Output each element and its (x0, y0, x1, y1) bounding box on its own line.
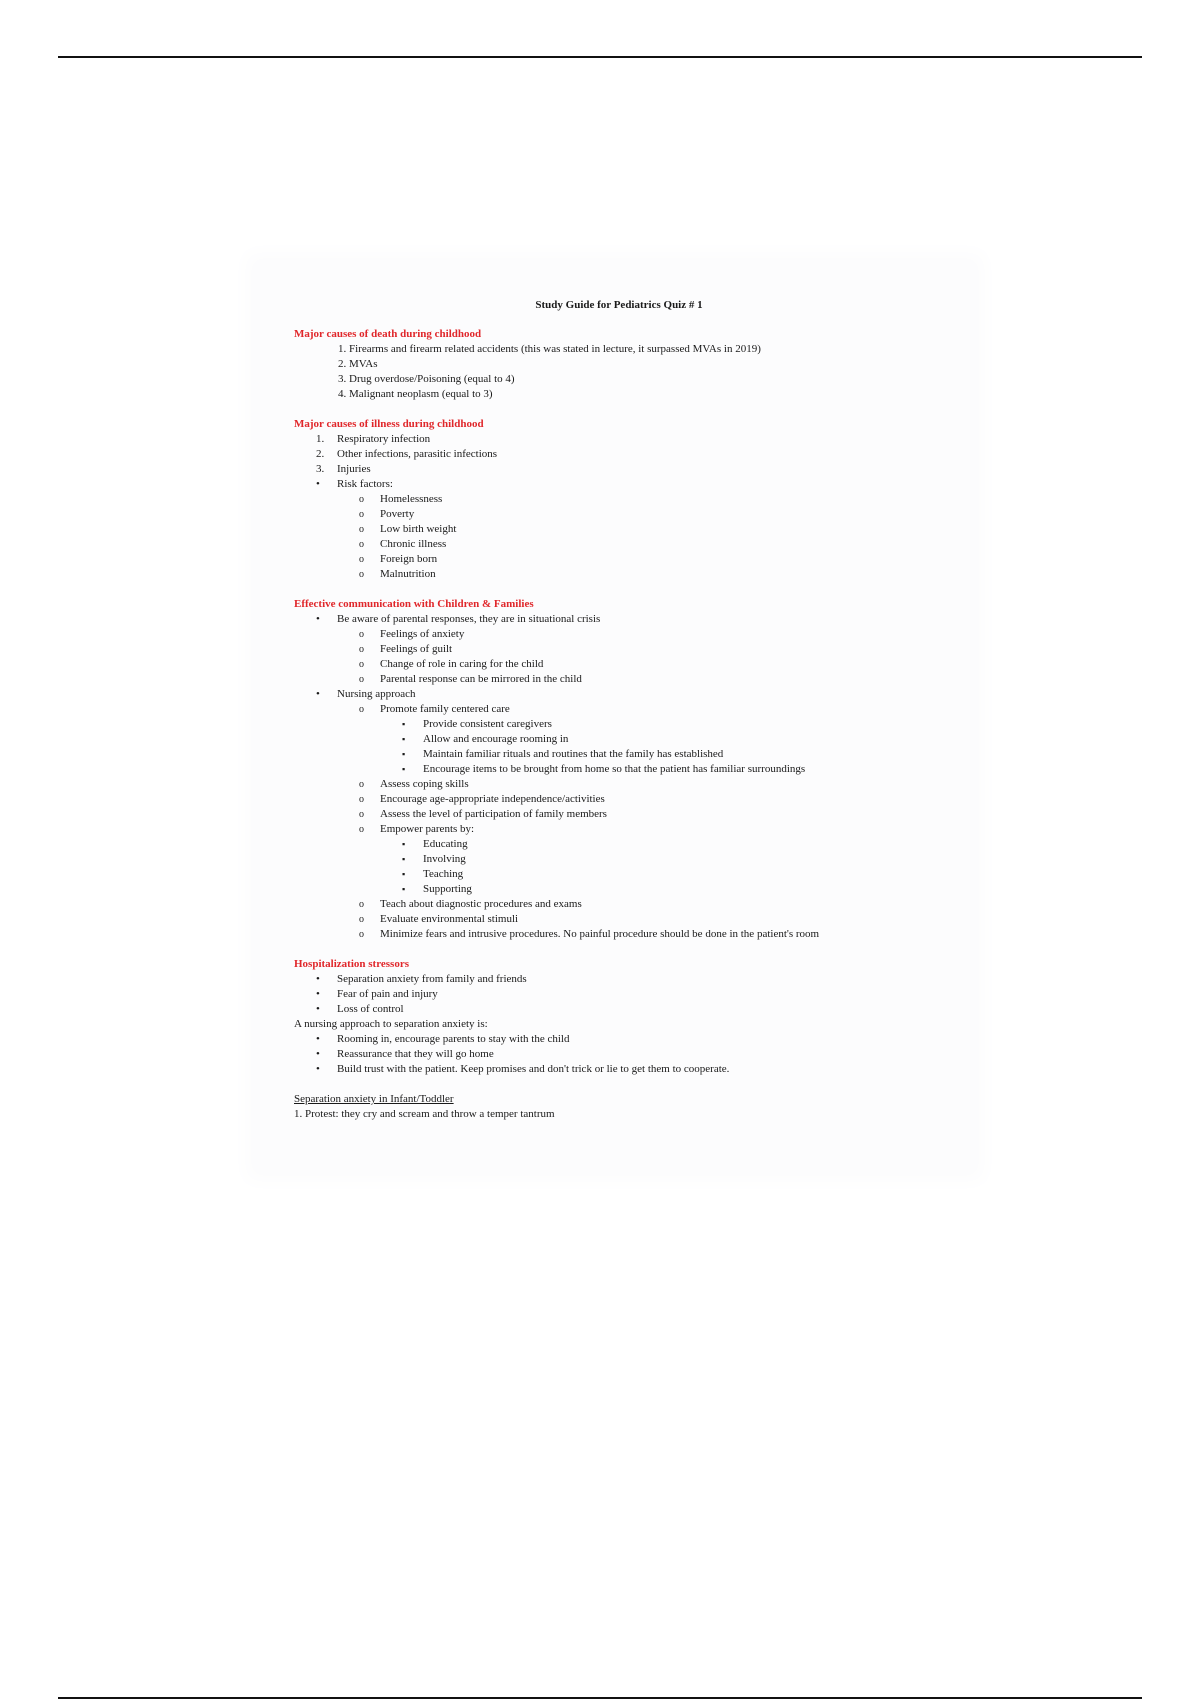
list-item (380, 837, 954, 852)
item-text: Encourage age-appropriate independence/activities (380, 793, 605, 805)
list-item (294, 462, 954, 477)
list-item (294, 357, 954, 372)
item-text: Teaching (423, 868, 464, 880)
item-text: Drug overdose/Poisoning (equal to 4) (349, 373, 515, 385)
item-text: Foreign born (380, 553, 438, 565)
item-text: Teach about diagnostic procedures and exams (380, 898, 582, 910)
separation-title: Separation anxiety in Infant/Toddler (294, 1093, 454, 1105)
list-item (294, 1002, 954, 1017)
item-text: Build trust with the patient. Keep promises and don't trick or lie to get them to cooperate. (337, 1063, 730, 1075)
aware-list (337, 627, 954, 687)
communication-section (294, 597, 954, 942)
circle-bullet-icon: o (359, 569, 364, 580)
list-item (337, 897, 954, 912)
circle-bullet-icon: o (359, 509, 364, 520)
header-rule (58, 56, 1142, 58)
stressors-section (294, 957, 954, 1077)
list-item (380, 717, 954, 732)
item-number: 1. (338, 343, 347, 355)
bullet-icon: • (316, 1063, 320, 1075)
item-text: Fear of pain and injury (337, 988, 438, 1000)
list-item (380, 762, 954, 777)
list-item (337, 507, 954, 522)
nursing-approach-list (337, 702, 954, 942)
list-item (337, 927, 954, 942)
list-item (337, 792, 954, 807)
risk-factor-list (337, 492, 954, 582)
list-item (337, 702, 954, 777)
illness-section (294, 417, 954, 582)
stressors-heading: Hospitalization stressors (294, 958, 409, 970)
square-bullet-icon: ▪ (402, 749, 406, 759)
circle-bullet-icon: o (359, 539, 364, 550)
list-item (337, 627, 954, 642)
list-item (380, 882, 954, 897)
list-item (380, 867, 954, 882)
list-item (380, 852, 954, 867)
item-text: Nursing approach (337, 688, 416, 700)
list-item (337, 777, 954, 792)
list-item (380, 747, 954, 762)
circle-bullet-icon: o (359, 629, 364, 640)
list-item (294, 1047, 954, 1062)
death-list (294, 342, 954, 402)
item-text: Be aware of parental responses, they are in situational crisis (337, 613, 601, 625)
list-item (337, 522, 954, 537)
circle-bullet-icon: o (359, 824, 364, 835)
circle-bullet-icon: o (359, 899, 364, 910)
illness-heading: Major causes of illness during childhood (294, 418, 484, 430)
list-item (294, 1032, 954, 1047)
list-item (294, 387, 954, 402)
item-text: Poverty (380, 508, 415, 520)
bullet-icon: • (316, 1003, 320, 1015)
page-title: Study Guide for Pediatrics Quiz # 1 (535, 299, 703, 311)
list-item (294, 342, 954, 357)
list-item (294, 1062, 954, 1077)
item-text: Injuries (337, 463, 371, 475)
square-bullet-icon: ▪ (402, 839, 406, 849)
item-text: Assess the level of participation of family members (380, 808, 607, 820)
list-item (294, 432, 954, 447)
item-text: MVAs (349, 358, 378, 370)
protest-line: 1. Protest: they cry and scream and throw a temper tantrum (294, 1108, 555, 1120)
approach-list (294, 1032, 954, 1077)
circle-bullet-icon: o (359, 524, 364, 535)
list-item (294, 987, 954, 1002)
circle-bullet-icon: o (359, 644, 364, 655)
approach-label: A nursing approach to separation anxiety is: (294, 1018, 488, 1030)
item-text: Respiratory infection (337, 433, 431, 445)
circle-bullet-icon: o (359, 794, 364, 805)
empower-list (380, 837, 954, 897)
square-bullet-icon: ▪ (402, 884, 406, 894)
illness-list (294, 432, 954, 582)
bullet-icon: • (316, 1048, 320, 1060)
list-item (294, 372, 954, 387)
list-item (337, 912, 954, 927)
circle-bullet-icon: o (359, 494, 364, 505)
circle-bullet-icon: o (359, 809, 364, 820)
list-item (337, 672, 954, 687)
item-text: Homelessness (380, 493, 443, 505)
item-number: 2. (316, 448, 325, 460)
item-text: Allow and encourage rooming in (423, 733, 569, 745)
list-item (294, 477, 954, 582)
item-text: Low birth weight (380, 523, 457, 535)
item-text: Provide consistent caregivers (423, 718, 552, 730)
item-text: Involving (423, 853, 466, 865)
item-text: Minimize fears and intrusive procedures. No painful procedure should be done in the patient's room (380, 928, 820, 940)
circle-bullet-icon: o (359, 554, 364, 565)
family-care-list (380, 717, 954, 777)
item-text: Supporting (423, 883, 472, 895)
circle-bullet-icon: o (359, 929, 364, 940)
list-item (294, 612, 954, 687)
item-text: Loss of control (337, 1003, 404, 1015)
circle-bullet-icon: o (359, 704, 364, 715)
square-bullet-icon: ▪ (402, 764, 406, 774)
item-text: Educating (423, 838, 468, 850)
death-section (294, 327, 954, 402)
item-text: Firearms and firearm related accidents (this was stated in lecture, it surpassed MVAs in 2019) (349, 343, 761, 355)
list-item (337, 807, 954, 822)
item-text: Maintain familiar rituals and routines that the family has established (423, 748, 724, 760)
item-text: Feelings of anxiety (380, 628, 465, 640)
communication-list (294, 612, 954, 942)
item-text: Parental response can be mirrored in the child (380, 673, 582, 685)
death-heading: Major causes of death during childhood (294, 328, 482, 340)
item-number: 2. (338, 358, 347, 370)
item-text: Evaluate environmental stimuli (380, 913, 519, 925)
item-text: Empower parents by: (380, 823, 475, 835)
square-bullet-icon: ▪ (402, 734, 406, 744)
list-item (337, 537, 954, 552)
bullet-icon: • (316, 988, 320, 1000)
list-item (337, 567, 954, 582)
square-bullet-icon: ▪ (402, 854, 406, 864)
bullet-icon: • (316, 613, 320, 625)
item-number: 1. (316, 433, 325, 445)
item-text: Change of role in caring for the child (380, 658, 544, 670)
square-bullet-icon: ▪ (402, 869, 406, 879)
list-item (337, 657, 954, 672)
item-text: Separation anxiety from family and friends (337, 973, 527, 985)
communication-heading: Effective communication with Children & Families (294, 598, 534, 610)
item-text: Encourage items to be brought from home so that the patient has familiar surroundings (423, 763, 806, 775)
square-bullet-icon: ▪ (402, 719, 406, 729)
list-item (337, 822, 954, 897)
circle-bullet-icon: o (359, 674, 364, 685)
item-text: Promote family centered care (380, 703, 510, 715)
list-item (380, 732, 954, 747)
separation-section (294, 1092, 954, 1122)
item-text: Rooming in, encourage parents to stay with the child (337, 1033, 570, 1045)
item-number: 3. (316, 463, 325, 475)
list-item (294, 447, 954, 462)
item-number: 3. (338, 373, 347, 385)
list-item (294, 972, 954, 987)
bullet-icon: • (316, 973, 320, 985)
list-item (337, 492, 954, 507)
bullet-icon: • (316, 478, 320, 490)
item-text: Other infections, parasitic infections (337, 448, 498, 460)
bullet-icon: • (316, 688, 320, 700)
item-text: Chronic illness (380, 538, 447, 550)
list-item (337, 552, 954, 567)
stressors-list (294, 972, 954, 1017)
circle-bullet-icon: o (359, 914, 364, 925)
document-content (294, 298, 954, 1122)
list-item (337, 642, 954, 657)
circle-bullet-icon: o (359, 779, 364, 790)
bullet-icon: • (316, 1033, 320, 1045)
item-text: Assess coping skills (380, 778, 469, 790)
item-text: Malignant neoplasm (equal to 3) (349, 388, 493, 400)
circle-bullet-icon: o (359, 659, 364, 670)
item-text: Feelings of guilt (380, 643, 453, 655)
item-text: Reassurance that they will go home (337, 1048, 494, 1060)
footer-rule (58, 1697, 1142, 1699)
list-item (294, 687, 954, 942)
item-text: Risk factors: (337, 478, 393, 490)
item-text: Malnutrition (380, 568, 436, 580)
item-number: 4. (338, 388, 347, 400)
